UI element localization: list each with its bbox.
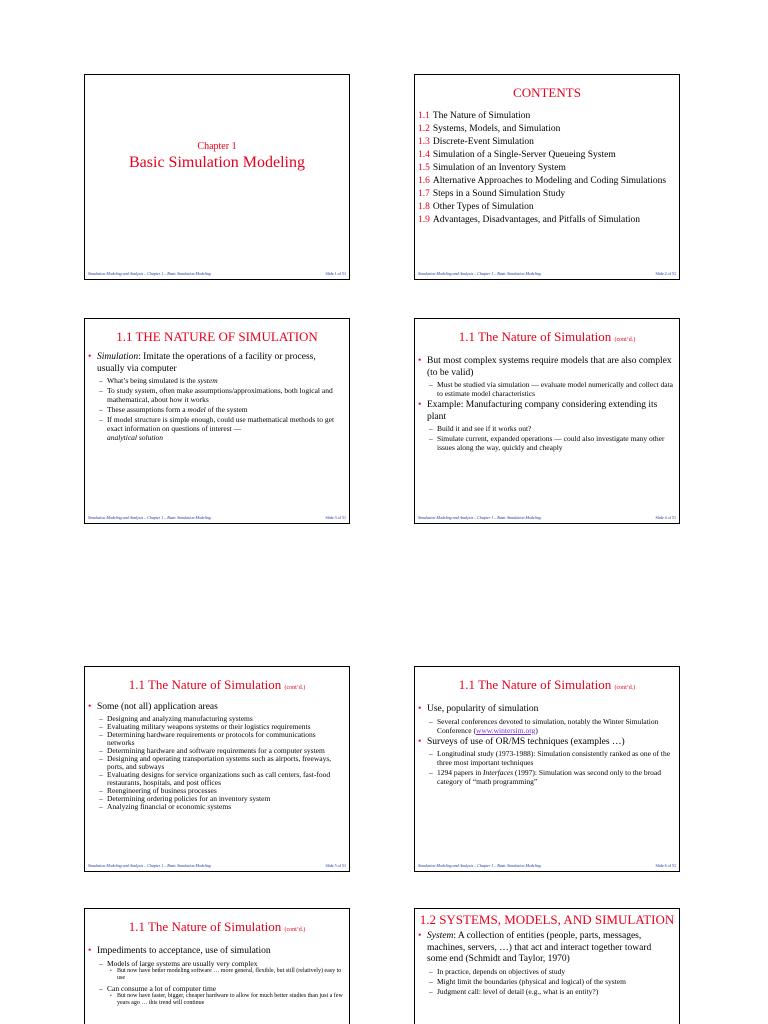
- bullet-list: [417, 704, 673, 786]
- slide-number: Slide 3 of 51: [325, 515, 346, 520]
- slide-8: [414, 908, 680, 1024]
- slide-number: Slide 5 of 51: [325, 863, 346, 868]
- slide-title: CONTENTS: [513, 85, 581, 100]
- contents-num: 1.8: [418, 202, 430, 212]
- bullet: [417, 737, 673, 787]
- sub-bullet: [427, 768, 673, 786]
- sub-text: 1294 papers in: [437, 768, 484, 777]
- sub-text: If model structure is simple enough, could use mathematical methods to get exact information on questions of interest —: [107, 415, 335, 433]
- sub-bullet: [97, 415, 343, 442]
- title-suffix: (cont’d.): [614, 685, 636, 691]
- contents-text: Steps in a Sound Simulation Study: [432, 189, 566, 199]
- title-text: 1.1 The Nature of Simulation: [458, 677, 612, 692]
- footer-text: Simulation Modeling and Analysis – Chapter 1 – Basic Simulation Modeling: [88, 863, 211, 868]
- sub-bullet: [427, 717, 673, 735]
- bullet-text: Impediments to acceptance, use of simulation: [97, 946, 271, 956]
- contents-item: [418, 123, 675, 136]
- bullet: [87, 946, 343, 1008]
- bullet: [417, 356, 673, 398]
- bullet-list: [87, 352, 343, 442]
- bullet: [417, 400, 673, 452]
- sub-sub-list: [107, 968, 343, 983]
- term: Simulation: [97, 352, 139, 362]
- bullet-text: Some (not all) application areas: [97, 702, 218, 712]
- contents-num: 1.1: [418, 111, 430, 121]
- sub-text: of the system: [205, 405, 248, 414]
- slide-2: [414, 74, 680, 280]
- title-text: 1.1 The Nature of Simulation: [128, 919, 282, 934]
- chapter-title: Basic Simulation Modeling: [129, 154, 305, 171]
- slide-number: Slide 2 of 51: [655, 271, 676, 276]
- slide-7: [84, 908, 350, 1024]
- sub-text: Models of large systems are usually very complex: [107, 958, 258, 968]
- contents-item: [418, 136, 675, 149]
- sub-list: [427, 380, 673, 398]
- slide-number: Slide 1 of 51: [325, 271, 346, 276]
- sub-bullet: – Judgment call: level of detail (e.g., what is an entity?): [427, 987, 673, 996]
- title-suffix: (cont’d.): [284, 685, 306, 691]
- sub-bullet: – Build it and see if it works out?: [427, 424, 673, 433]
- sub-bullet: – Longitudinal study (1973-1988): Simulation consistently ranked as one of the three most important techniques: [427, 749, 673, 767]
- contents-text: Simulation of a Single-Server Queueing System: [432, 150, 616, 160]
- contents-item: [418, 201, 675, 214]
- contents-text: The Nature of Simulation: [432, 111, 531, 121]
- title-text: 1.1 The Nature of Simulation: [128, 677, 282, 692]
- slide-6: [414, 666, 680, 872]
- slide-1: [84, 74, 350, 280]
- slide-4: [414, 318, 680, 524]
- sub-text: ): [535, 725, 538, 735]
- slide-number: Slide 4 of 51: [655, 515, 676, 520]
- contents-num: 1.4: [418, 150, 430, 160]
- bullet-text: : A collection of entities (people, parts, messages, machines, servers, …) that act and interact together toward some end (Schmidt and Taylor, 1970): [427, 931, 652, 964]
- footer-text: Simulation Modeling and Analysis – Chapter 1 – Basic Simulation Modeling: [88, 515, 211, 520]
- sub-list: [427, 967, 673, 996]
- term: Interfaces: [483, 768, 514, 777]
- contents-item: [418, 149, 675, 162]
- sub-bullet: – Reengineering of business processes: [97, 787, 343, 795]
- term: system: [197, 376, 218, 385]
- contents-item: [418, 175, 675, 188]
- sub-bullet: – Determining hardware requirements or protocols for communications networks: [97, 731, 343, 747]
- title-suffix: (cont’d.): [284, 927, 306, 933]
- sub-text: These assumptions form a: [107, 405, 188, 414]
- sub-text: (1997): Simulation was second only to the broad category of “math programming”: [437, 768, 661, 786]
- bullet-list: [87, 946, 343, 1008]
- bullet-text: Surveys of use of OR/MS techniques (examples …): [427, 736, 625, 747]
- bullet-text: Example: Manufacturing company considering extending its plant: [427, 400, 658, 422]
- slide-footer: [418, 271, 676, 276]
- term: System: [427, 931, 454, 941]
- slide-footer: [418, 515, 676, 520]
- slide-title: [85, 919, 349, 938]
- contents-num: 1.9: [418, 215, 430, 225]
- contents-num: 1.7: [418, 189, 430, 199]
- sub-bullet: – Might limit the boundaries (physical and logical) of the system: [427, 977, 673, 986]
- sub-text: Several conferences devoted to simulation, notably the Winter Simulation Conference (: [437, 716, 659, 735]
- chapter-label: Chapter 1: [197, 141, 237, 152]
- bullet-list: [87, 702, 343, 811]
- sub-list: [97, 715, 343, 811]
- sub-list: [97, 376, 343, 442]
- bullet: [87, 352, 343, 442]
- sub-list: [427, 717, 673, 735]
- bullet: [417, 704, 673, 735]
- sub-bullet: – Determining ordering policies for an inventory system: [97, 795, 343, 803]
- sub-bullet: – Simulate current, expanded operations — could also investigate many other issues along the way, quickly and cheaply: [427, 434, 673, 452]
- contents-text: Simulation of an Inventory System: [432, 163, 566, 173]
- title-suffix: (cont’d.): [614, 337, 636, 343]
- sub-bullet: – Analyzing financial or economic systems: [97, 803, 343, 811]
- title-text: 1.1 The Nature of Simulation: [458, 329, 612, 344]
- contents-text: Alternative Approaches to Modeling and Coding Simulations: [432, 176, 667, 186]
- bullet-text: But most complex systems require models that are also complex (to be valid): [427, 356, 672, 378]
- slide-footer: [88, 271, 346, 276]
- sub-bullet: [97, 386, 343, 404]
- slide-title: 1.2 SYSTEMS, MODELS, AND SIMULATION: [419, 912, 675, 927]
- wintersim-link[interactable]: www.wintersim.org: [475, 725, 536, 735]
- contents-num: 1.3: [418, 137, 430, 147]
- term: analytical solution: [107, 433, 164, 442]
- bullet-text: Use, popularity of simulation: [427, 704, 539, 714]
- footer-text: Simulation Modeling and Analysis – Chapter 1 – Basic Simulation Modeling: [88, 271, 211, 276]
- sub-text: To study system, often make assumptions/approximations, both logical and mathematical, about how it works: [107, 386, 333, 404]
- contents-num: 1.2: [418, 124, 430, 134]
- footer-text: Simulation Modeling and Analysis – Chapter 1 – Basic Simulation Modeling: [418, 271, 541, 276]
- slide-title: [415, 677, 679, 696]
- contents-item: [418, 188, 675, 201]
- sub-bullet: – Designing and analyzing manufacturing systems: [97, 715, 343, 723]
- contents-text: Systems, Models, and Simulation: [432, 124, 561, 134]
- sub-bullet: [97, 376, 343, 385]
- slide-footer: [88, 515, 346, 520]
- contents-text: Other Types of Simulation: [432, 202, 534, 212]
- slide-title: 1.1 THE NATURE OF SIMULATION: [116, 329, 318, 344]
- bullet: [87, 702, 343, 811]
- sub-bullet: – Designing and operating transportation systems such as airports, freeways, ports, and subways: [97, 755, 343, 771]
- slide-3: [84, 318, 350, 524]
- contents-item: [418, 214, 675, 227]
- sub-sub-bullet: • But now have better modeling software … more general, flexible, but still (relatively) easy to use: [107, 968, 343, 983]
- contents-text: Discrete-Event Simulation: [432, 137, 534, 147]
- sub-sub-list: [107, 993, 343, 1008]
- contents-num: 1.5: [418, 163, 430, 173]
- bullet-list: [417, 356, 673, 452]
- contents-item: [418, 110, 675, 123]
- bullet-list: [417, 931, 673, 996]
- contents-item: [418, 162, 675, 175]
- sub-bullet: – In practice, depends on objectives of study: [427, 967, 673, 976]
- sub-text: What’s being simulated is the: [107, 376, 198, 385]
- sub-list: [427, 424, 673, 452]
- sub-bullet: – Evaluating designs for service organizations such as call centers, fast-food restaurants, hospitals, and post offices: [97, 771, 343, 787]
- contents-text: Advantages, Disadvantages, and Pitfalls of Simulation: [432, 215, 640, 225]
- slide-footer: [88, 863, 346, 868]
- sub-bullet: – Must be studied via simulation — evaluate model numerically and collect data to estimate model characteristics: [427, 380, 673, 398]
- sub-bullet: [97, 405, 343, 414]
- slide-5: [84, 666, 350, 872]
- sub-list: [97, 959, 343, 1008]
- bullet-text: : Imitate the operations of a facility or process, usually via computer: [97, 352, 316, 374]
- slide-title: [415, 329, 679, 348]
- footer-text: Simulation Modeling and Analysis – Chapter 1 – Basic Simulation Modeling: [418, 515, 541, 520]
- sub-sub-bullet: • But now have faster, bigger, cheaper hardware to allow for much better studies than just a few years ago … this trend will continue: [107, 993, 343, 1008]
- term: model: [187, 405, 206, 414]
- sub-list: [427, 749, 673, 786]
- contents-list: [418, 110, 675, 227]
- slide-footer: [418, 863, 676, 868]
- slide-title: [85, 677, 349, 696]
- sub-text: Can consume a lot of computer time: [107, 983, 217, 993]
- footer-text: Simulation Modeling and Analysis – Chapter 1 – Basic Simulation Modeling: [418, 863, 541, 868]
- slide-number: Slide 6 of 51: [655, 863, 676, 868]
- sub-bullet: [97, 984, 343, 1008]
- sub-bullet: – Evaluating military weapons systems or their logistics requirements: [97, 723, 343, 731]
- bullet: [417, 931, 673, 996]
- sub-bullet: – Determining hardware and software requirements for a computer system: [97, 747, 343, 755]
- sub-bullet: [97, 959, 343, 983]
- contents-num: 1.6: [418, 176, 430, 186]
